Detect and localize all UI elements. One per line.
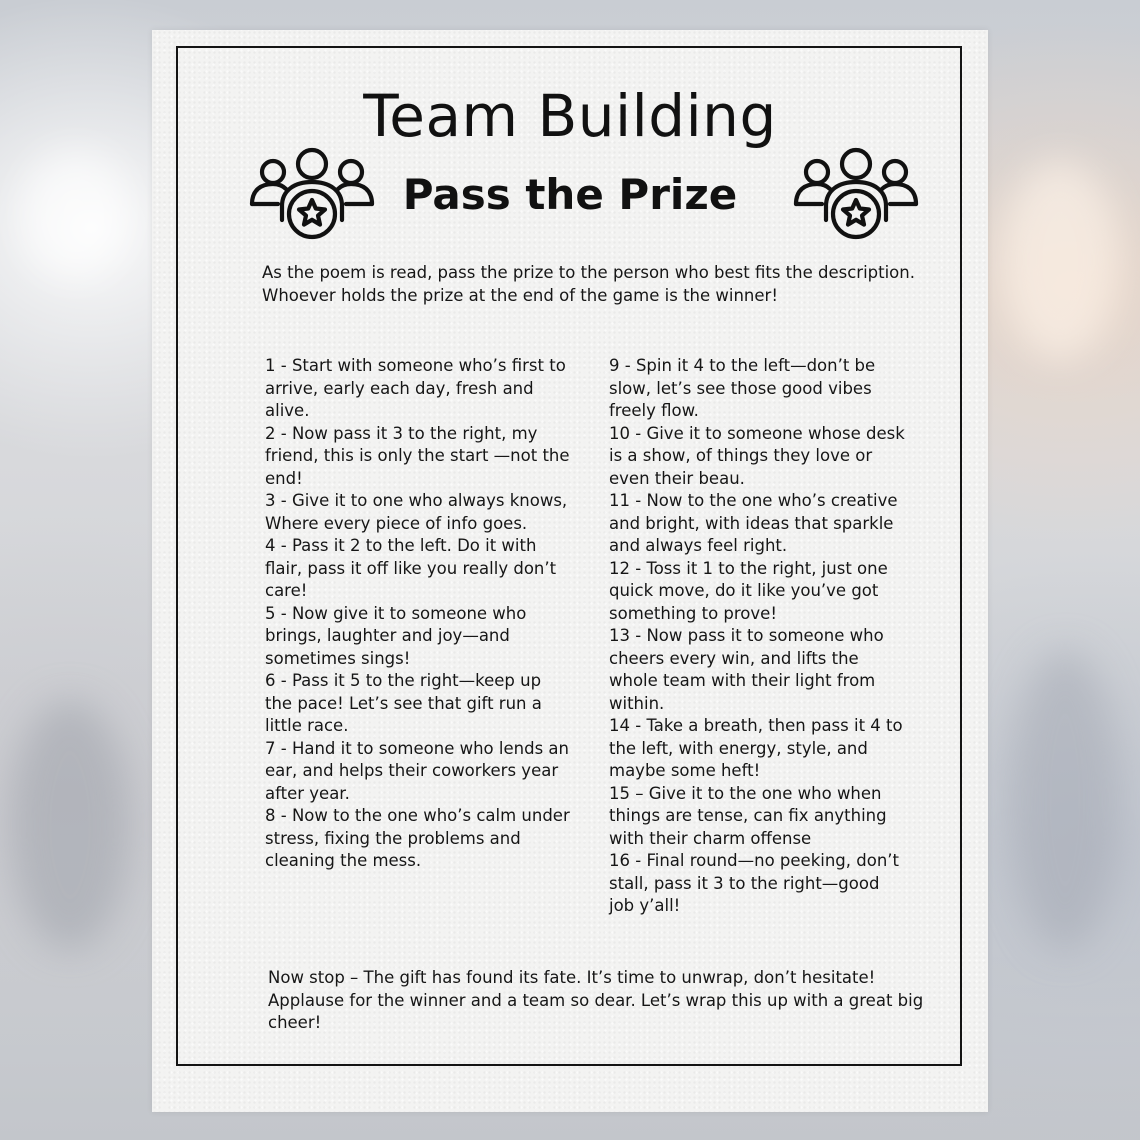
instructions: As the poem is read, pass the prize to the person who best fits the description. Whoever holds the prize at the end of the game is the winner!: [262, 263, 915, 305]
verse-item: 7 - Hand it to someone who lends an ear, and helps their coworkers year after year.: [265, 738, 569, 803]
verse-list-right: [609, 355, 909, 918]
verse-item: 5 - Now give it to someone who brings, laughter and joy—and sometimes sings!: [265, 603, 527, 668]
verse-item: 9 - Spin it 4 to the left—don’t be slow, let’s see those good vibes freely flow.: [609, 356, 876, 420]
verse-item: 11 - Now to the one who’s creative and bright, with ideas that sparkle and always feel right.: [609, 491, 898, 555]
verse-item: 1 - Start with someone who’s first to arrive, early each day, fresh and alive.: [265, 356, 566, 420]
closing-verse: Now stop – The gift has found its fate. It’s time to unwrap, don’t hesitate! Applause for the winner and a team so dear. Let’s wrap this up with a great big cheer!: [268, 968, 924, 1032]
page-subtitle: Pass the Prize: [402, 170, 738, 219]
verse-item: 15 – Give it to the one who when things are tense, can fix anything with their charm offense: [609, 783, 887, 848]
verse-item: 12 - Toss it 1 to the right, just one quick move, do it like you’ve got something to prove!: [609, 558, 888, 623]
verse-item: 10 - Give it to someone whose desk is a show, of things they love or even their beau.: [609, 423, 905, 488]
background-blur-light: [20, 150, 130, 280]
verse-item: 2 - Now pass it 3 to the right, my friend, this is only the start —not the end!: [265, 423, 570, 488]
background-blur-window: [1000, 160, 1120, 360]
verse-item: 14 - Take a breath, then pass it 4 to the left, with energy, style, and maybe some heft!: [609, 716, 903, 780]
printable-sheet: [152, 30, 988, 1112]
verse-item: 8 - Now to the one who’s calm under stress, fixing the problems and cleaning the mess.: [265, 806, 570, 870]
background-blur-shadow: [10, 700, 130, 950]
verse-item: 3 - Give it to one who always knows, Where every piece of info goes.: [265, 491, 568, 533]
verse-list-left: [265, 355, 570, 873]
page-title: Team Building: [363, 82, 777, 150]
verse-item: 6 - Pass it 5 to the right—keep up the pace! Let’s see that gift run a little race.: [265, 671, 542, 735]
verse-item: 4 - Pass it 2 to the left. Do it with flair, pass it off like you really don’t care!: [265, 536, 557, 600]
verse-item: 16 - Final round—no peeking, don’t stall, pass it 3 to the right—good job y’all!: [609, 851, 899, 915]
background-blur-shadow-right: [1010, 650, 1120, 950]
verse-item: 13 - Now pass it to someone who cheers every win, and lifts the whole team with their light from within.: [609, 626, 884, 713]
